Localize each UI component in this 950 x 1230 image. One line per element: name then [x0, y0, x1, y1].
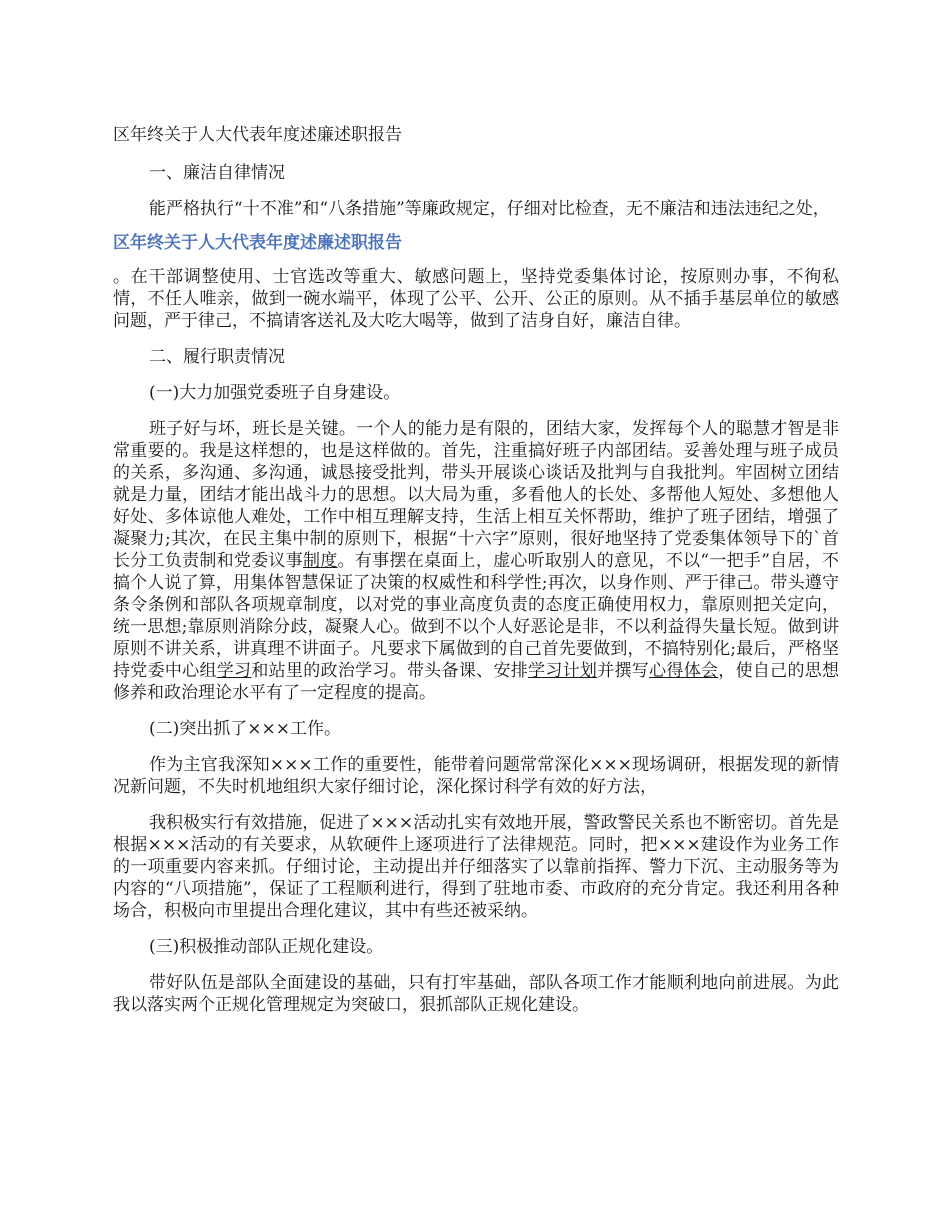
- link-zhidu[interactable]: 制度: [303, 551, 338, 571]
- paragraph-1: 能严格执行“十不准”和“八条措施”等廉政规定，仔细对比检查，无不廉洁和违法违纪之处，: [149, 199, 830, 219]
- section2-heading: 二、履行职责情况: [149, 347, 285, 367]
- paragraph-3: [113, 418, 839, 704]
- subsection3-heading: (三)积极推动部队正规化建设。: [149, 937, 384, 957]
- paragraph-3-text-d: 并撰写: [597, 661, 650, 681]
- document-title: 区年终关于人大代表年度述廉述职报告: [113, 125, 402, 145]
- subsection1-heading: (一)大力加强党委班子自身建设。: [149, 383, 401, 403]
- paragraph-3-text-c: 和站里的政治学习。带头备课、安排: [251, 661, 529, 681]
- paragraph-4: 作为主官我深知×××工作的重要性，能带着问题常常深化×××现场调研，根据发现的新情况新问题，不失时机地组织大家仔细讨论，深化探讨科学有效的好方法，: [113, 755, 839, 797]
- paragraph-3-text-e: ，使自己的思想修养和政治理论水平有了一定程度的提高。: [113, 661, 840, 703]
- link-xuexi[interactable]: 学习: [216, 661, 252, 681]
- section1-heading: 一、廉洁自律情况: [149, 163, 285, 183]
- document-page: [113, 124, 839, 1016]
- link-xinde-tihui[interactable]: 心得体会: [649, 661, 719, 681]
- paragraph-6: 带好队伍是部队全面建设的基础，只有打牢基础，部队各项工作才能顺利地向前进展。为此我以落实两个正规化管理规定为突破口，狠抓部队正规化建设。: [113, 973, 839, 1015]
- paragraph-3-text-b: 。有事摆在桌面上，虚心听取别人的意见，不以“一把手”自居，不搞个人说了算，用集体智慧保证了决策的权威性和科学性;再次，以身作则、严于律己。带头遵守条令条例和部队各项规章制度，以对党的事业高度负责的态度正确使用权力，靠原则把关定向，统一思想;靠原则消除分歧，凝聚人心。做到不以个人好恶论是非，不以利益得失量长短。做到讲原则不讲关系，讲真理不讲面子。凡要求下属做到的自己首先要做到，不搞特别化;最后，严格坚持党委中心组: [113, 551, 840, 681]
- blue-title-heading: 区年终关于人大代表年度述廉述职报告: [113, 233, 402, 253]
- subsection2-heading: (二)突出抓了×××工作。: [149, 719, 341, 739]
- paragraph-2: 。在干部调整使用、士官选改等重大、敏感问题上，坚持党委集体讨论，按原则办事，不徇私情，不任人唯亲，做到一碗水端平，体现了公平、公开、公正的原则。从不插手基层单位的敏感问题，严于律己，不搞请客送礼及大吃大喝等，做到了洁身自好，廉洁自律。: [113, 267, 839, 331]
- link-xuexi-jihua[interactable]: 学习计划: [528, 661, 598, 681]
- paragraph-3-text-a: 班子好与坏，班长是关键。一个人的能力是有限的，团结大家，发挥每个人的聪慧才智是非常重要的。我是这样想的，也是这样做的。首先，注重搞好班子内部团结。妥善处理与班子成员的关系，多沟通、多沟通，诚恳接受批判，带头开展谈心谈话及批判与自我批判。牢固树立团结就是力量，团结才能出战斗力的思想。以大局为重，多看他人的长处、多帮他人短处、多想他人好处、多体谅他人难处，工作中相互理解支持，生活上相互关怀帮助，维护了班子团结，增强了凝聚力;其次，在民主集中制的原则下，根据“十六字”原则，很好地坚持了党委集体领导下的`首长分工负责制和党委议事: [113, 419, 839, 571]
- paragraph-5: 我积极实行有效措施，促进了×××活动扎实有效地开展，警政警民关系也不断密切。首先是根据×××活动的有关要求，从软硬件上逐项进行了法律规范。同时，把×××建设作为业务工作的一项重要内容来抓。仔细讨论，主动提出并仔细落实了以靠前指挥、警力下沉、主动服务等为内容的“八项措施”，保证了工程顺利进行，得到了驻地市委、市政府的充分肯定。我还利用各种场合，积极向市里提出合理化建议，其中有些还被采纳。: [113, 813, 839, 921]
